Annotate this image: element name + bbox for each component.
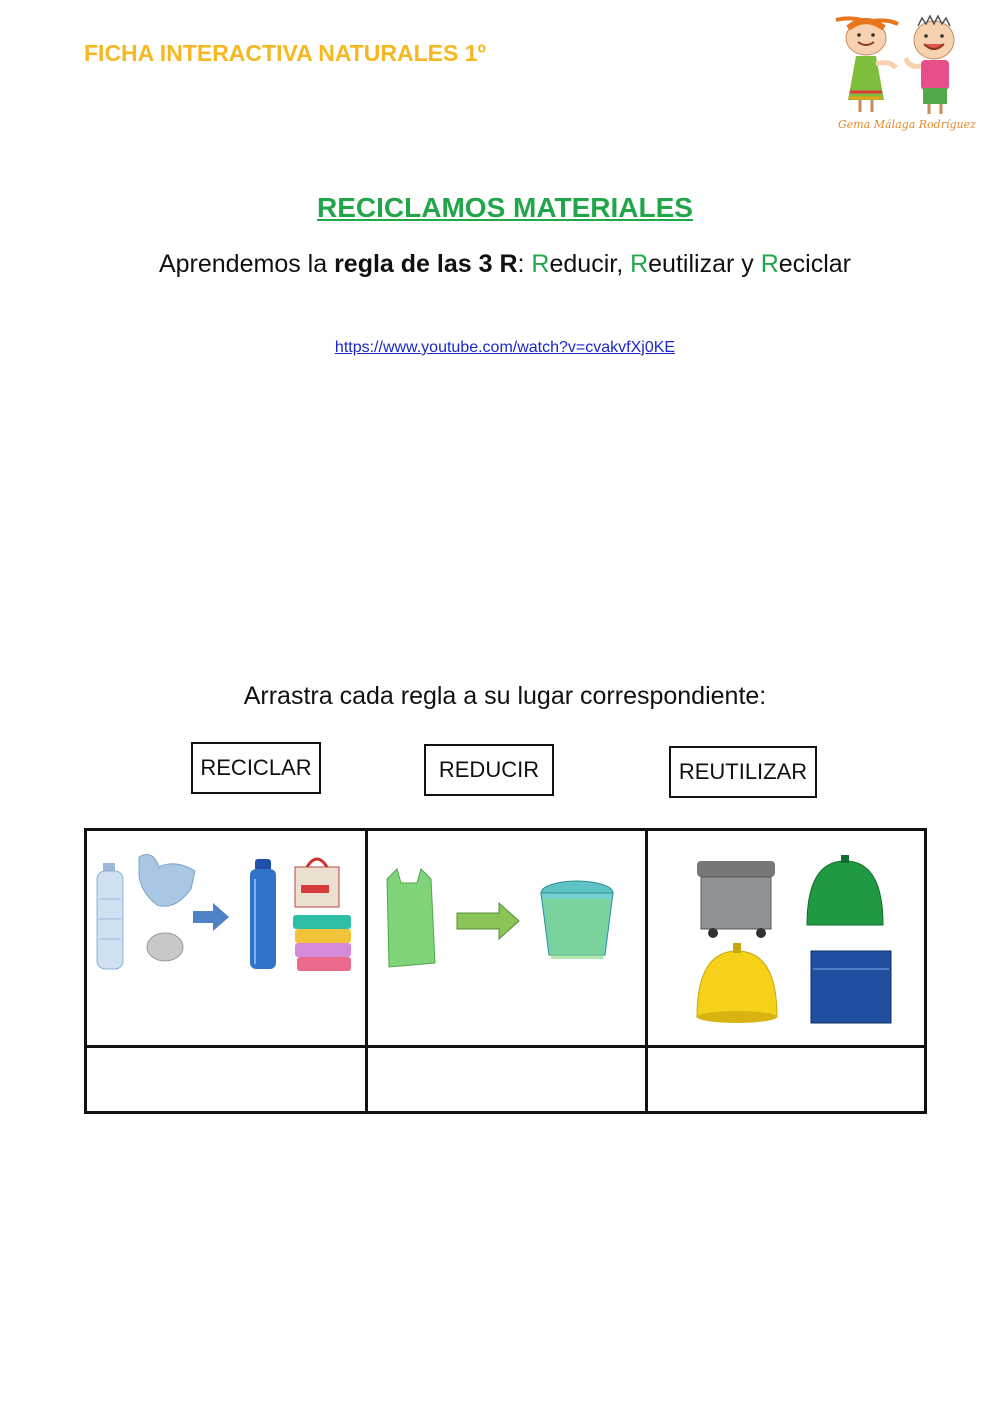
r3-letter: R (760, 250, 779, 278)
logo-author: Gema Málaga Rodríguez (838, 118, 976, 131)
word-reciclar[interactable]: RECICLAR (191, 742, 321, 794)
eco-bag-icon (295, 859, 339, 907)
boy-figure (906, 16, 954, 114)
r2-rest: eutilizar y (648, 250, 761, 278)
yellow-igloo-icon (697, 943, 777, 1023)
recycle-images (657, 851, 919, 1036)
arrow-icon (193, 903, 229, 931)
green-igloo-icon (807, 855, 883, 925)
reusable-bottle-icon (250, 859, 276, 969)
video-link[interactable]: https://www.youtube.com/watch?v=cvakvfXj0KE (334, 339, 676, 356)
drop-zone-reciclar[interactable] (648, 1048, 924, 1111)
instruction-text: Arrastra cada regla a su lugar correspondiente: (243, 682, 767, 710)
word-reducir[interactable]: REDUCIR (424, 744, 554, 796)
subtitle-prefix: Aprendemos la (158, 250, 335, 278)
header-title: FICHA INTERACTIVA NATURALES 1º (84, 40, 486, 66)
reuse-images (95, 849, 357, 979)
foil-ball-icon (147, 933, 183, 961)
subtitle-bold: regla de las 3 R (334, 250, 518, 278)
word-reutilizar[interactable]: REUTILIZAR (669, 746, 817, 798)
subtitle-colon: : (517, 250, 532, 278)
plastic-bag-icon (139, 855, 195, 907)
page-title: RECICLAMOS MATERIALES (317, 192, 693, 223)
food-containers-icon (293, 915, 351, 971)
drop-zone-reutilizar[interactable] (87, 1048, 365, 1111)
bin-with-bag-icon (541, 881, 613, 959)
r3-rest: eciclar (778, 250, 852, 278)
arrow-icon (457, 903, 519, 939)
exercise-table (84, 828, 927, 1114)
subtitle (0, 250, 1000, 279)
r1-letter: R (531, 250, 550, 278)
grey-container-icon (697, 861, 775, 938)
drop-zone-reducir[interactable] (368, 1048, 645, 1111)
girl-figure (836, 18, 898, 112)
r1-rest: educir, (549, 250, 631, 278)
plastic-bottle-icon (97, 863, 123, 969)
blue-container-icon (811, 951, 891, 1023)
r2-letter: R (630, 250, 649, 278)
green-bag-icon (387, 869, 435, 967)
reduce-images (377, 859, 637, 979)
